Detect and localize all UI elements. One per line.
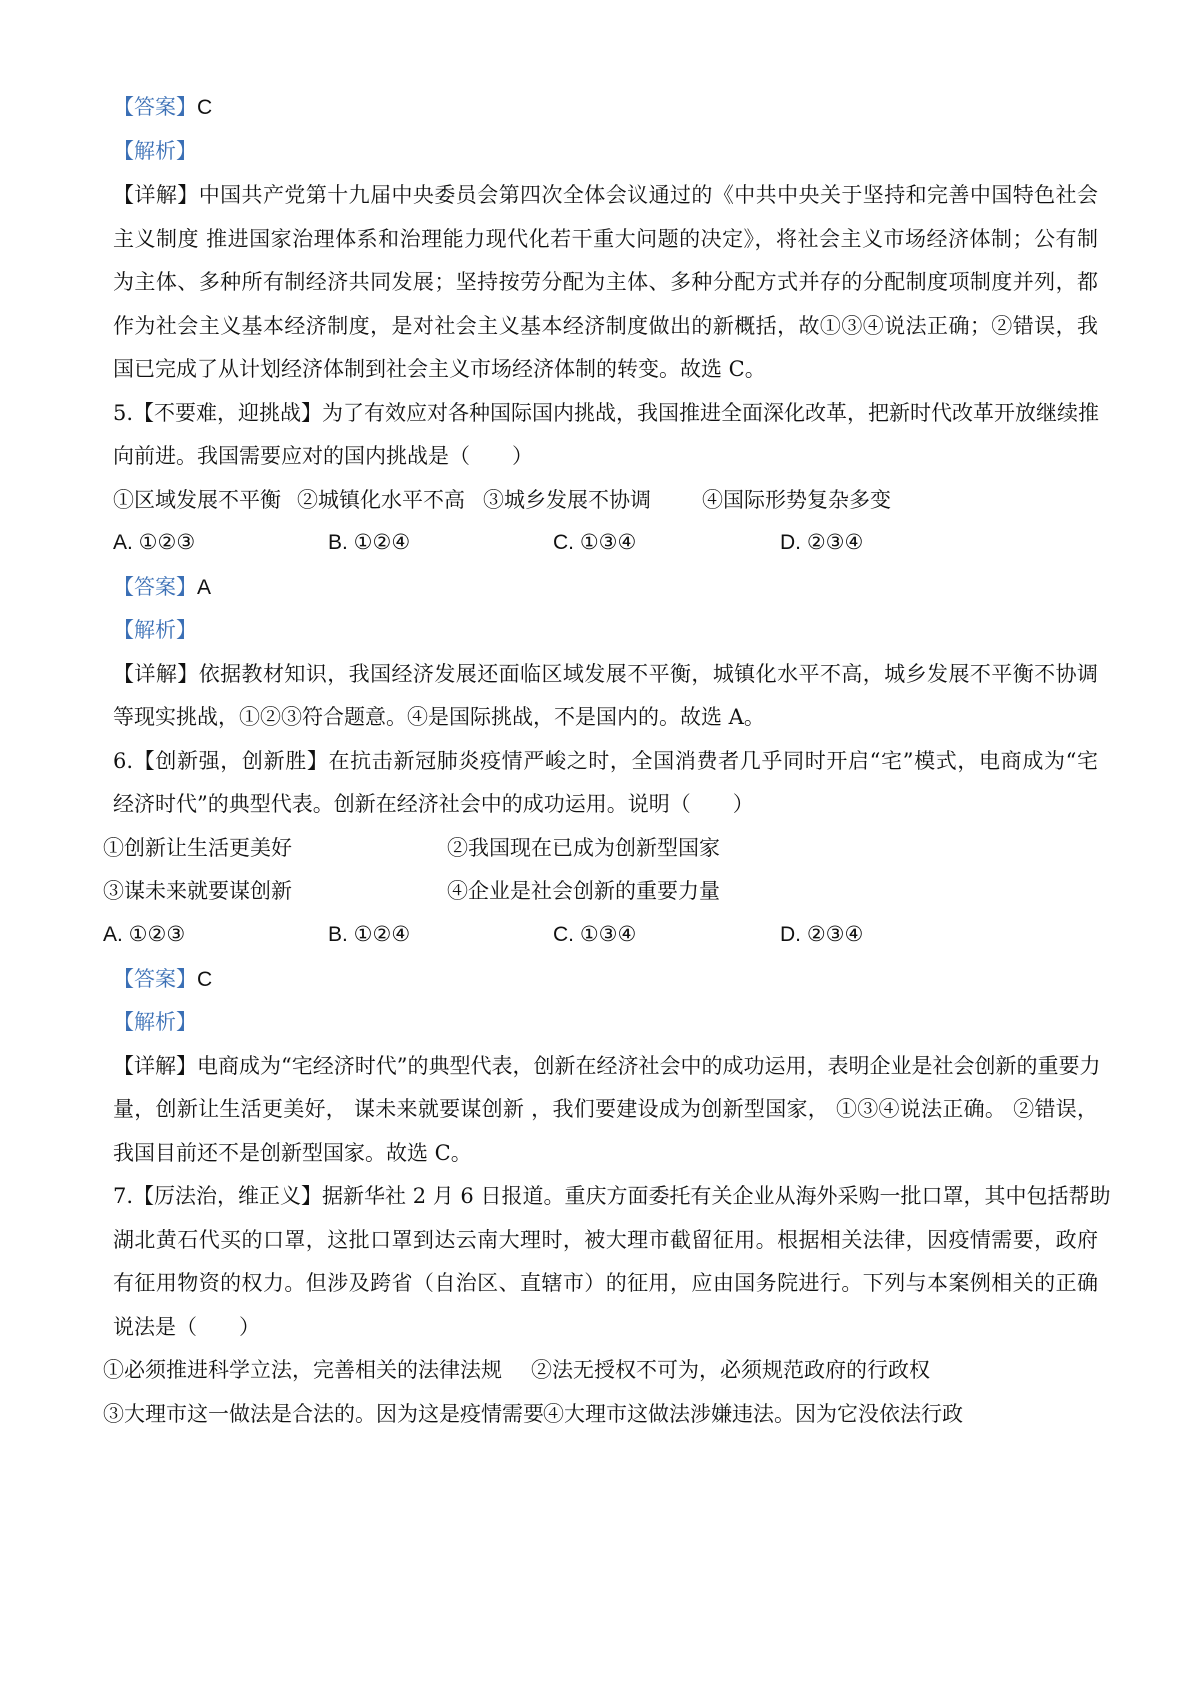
answer-line [113,964,1098,995]
statement-2: ②城镇化水平不高 [297,488,465,512]
question-7-stem: 7.【厉法治，维正义】据新华社 2 月 6 日报道。重庆方面委托有关企业从海外采购一批口罩，其中包括帮助 [113,1184,1111,1208]
statement-3: ③大理市这一做法是合法的。因为这是疫情需要 [103,1402,544,1426]
detail-line: 【详解】中国共产党第十九届中央委员会第四次全体会议通过的《中共中央关于坚持和完善中国特色社会 [113,183,1099,207]
analysis-tag: 【解析】 [113,618,197,642]
question-6-stem: 经济时代”的典型代表。创新在经济社会中的成功运用。说明（ ） [113,792,754,816]
statement-1: ①区域发展不平衡 [113,488,281,512]
option-c: C. ①③④ [553,923,637,946]
analysis-tag: 【解析】 [113,1010,197,1034]
analysis-line [113,615,1098,645]
answer-value: A [197,576,212,599]
answer-value: C [197,96,213,119]
detail-tag: 【详解】 [113,1054,197,1078]
answer-tag: 【答案】 [113,967,197,991]
statement-3: ③城乡发展不协调 [483,488,651,512]
option-a: A. ①②③ [113,531,196,554]
detail-line: 为主体、多种所有制经济共同发展；坚持按劳分配为主体、多种分配方式并存的分配制度项制度并列，都 [113,270,1098,294]
option-d: D. ②③④ [780,923,864,946]
option-b: B. ①②④ [328,531,411,554]
analysis-line [113,136,1098,166]
detail-line: 【详解】依据教材知识，我国经济发展还面临区域发展不平衡，城镇化水平不高，城乡发展不平衡不协调 [113,662,1099,686]
question-7-stem: 说法是（ ） [113,1315,260,1339]
option-d: D. ②③④ [780,531,864,554]
question-5-stem: 5.【不要难，迎挑战】为了有效应对各种国际国内挑战，我国推进全面深化改革，把新时代改革开放继续推 [113,401,1100,425]
question-7-stem: 有征用物资的权力。但涉及跨省（自治区、直辖市）的征用，应由国务院进行。下列与本案例相关的正确 [113,1271,1098,1295]
detail-tag: 【详解】 [113,183,199,207]
detail-line: 主义制度 推进国家治理体系和治理能力现代化若干重大问题的决定》，将社会主义市场经济体制；公有制 [113,227,1098,251]
statement-4: ④大理市这做法涉嫌违法。因为它没依法行政 [543,1402,963,1426]
answer-tag: 【答案】 [113,575,197,599]
statement-1: ①必须推进科学立法，完善相关的法律法规 [103,1358,502,1382]
option-a: A. ①②③ [103,923,186,946]
answer-line [113,92,1098,123]
statement-2: ②我国现在已成为创新型国家 [447,836,720,860]
answer-value: C [197,968,213,991]
option-b: B. ①②④ [328,923,411,946]
analysis-line [113,1007,1098,1037]
question-7-stem: 湖北黄石代买的口罩，这批口罩到达云南大理时，被大理市截留征用。根据相关法律，因疫情需要，政府 [113,1228,1098,1252]
option-c: C. ①③④ [553,531,637,554]
statement-3: ③谋未来就要谋创新 [103,879,292,903]
detail-line: 【详解】电商成为“宅经济时代”的典型代表，创新在经济社会中的成功运用，表明企业是社会创新的重要力 [113,1054,1101,1078]
statement-4: ④企业是社会创新的重要力量 [447,879,720,903]
statement-1: ①创新让生活更美好 [103,836,292,860]
detail-tag: 【详解】 [113,662,199,686]
detail-line: 我国目前还不是创新型国家。故选 C。 [113,1141,472,1165]
statement-2: ②法无授权不可为，必须规范政府的行政权 [531,1358,930,1382]
question-5-stem: 向前进。我国需要应对的国内挑战是（ ） [113,444,533,468]
detail-line: 量，创新让生活更美好， 谋未来就要谋创新 ，我们要建设成为创新型国家， ①③④说法正确。 ②错误， [113,1097,1098,1121]
detail-line: 作为社会主义基本经济制度，是对社会主义基本经济制度做出的新概括，故①③④说法正确；②错误，我 [113,314,1098,338]
question-6-stem: 6.【创新强，创新胜】在抗击新冠肺炎疫情严峻之时，全国消费者几乎同时开启“宅”模式，电商成为“宅 [113,749,1098,773]
analysis-tag: 【解析】 [113,139,197,163]
answer-line [113,572,1098,603]
detail-line: 等现实挑战，①②③符合题意。④是国际挑战，不是国内的。故选 A。 [113,705,765,729]
statement-4: ④国际形势复杂多变 [702,488,891,512]
detail-line: 国已完成了从计划经济体制到社会主义市场经济体制的转变。故选 C。 [113,357,766,381]
answer-tag: 【答案】 [113,95,197,119]
